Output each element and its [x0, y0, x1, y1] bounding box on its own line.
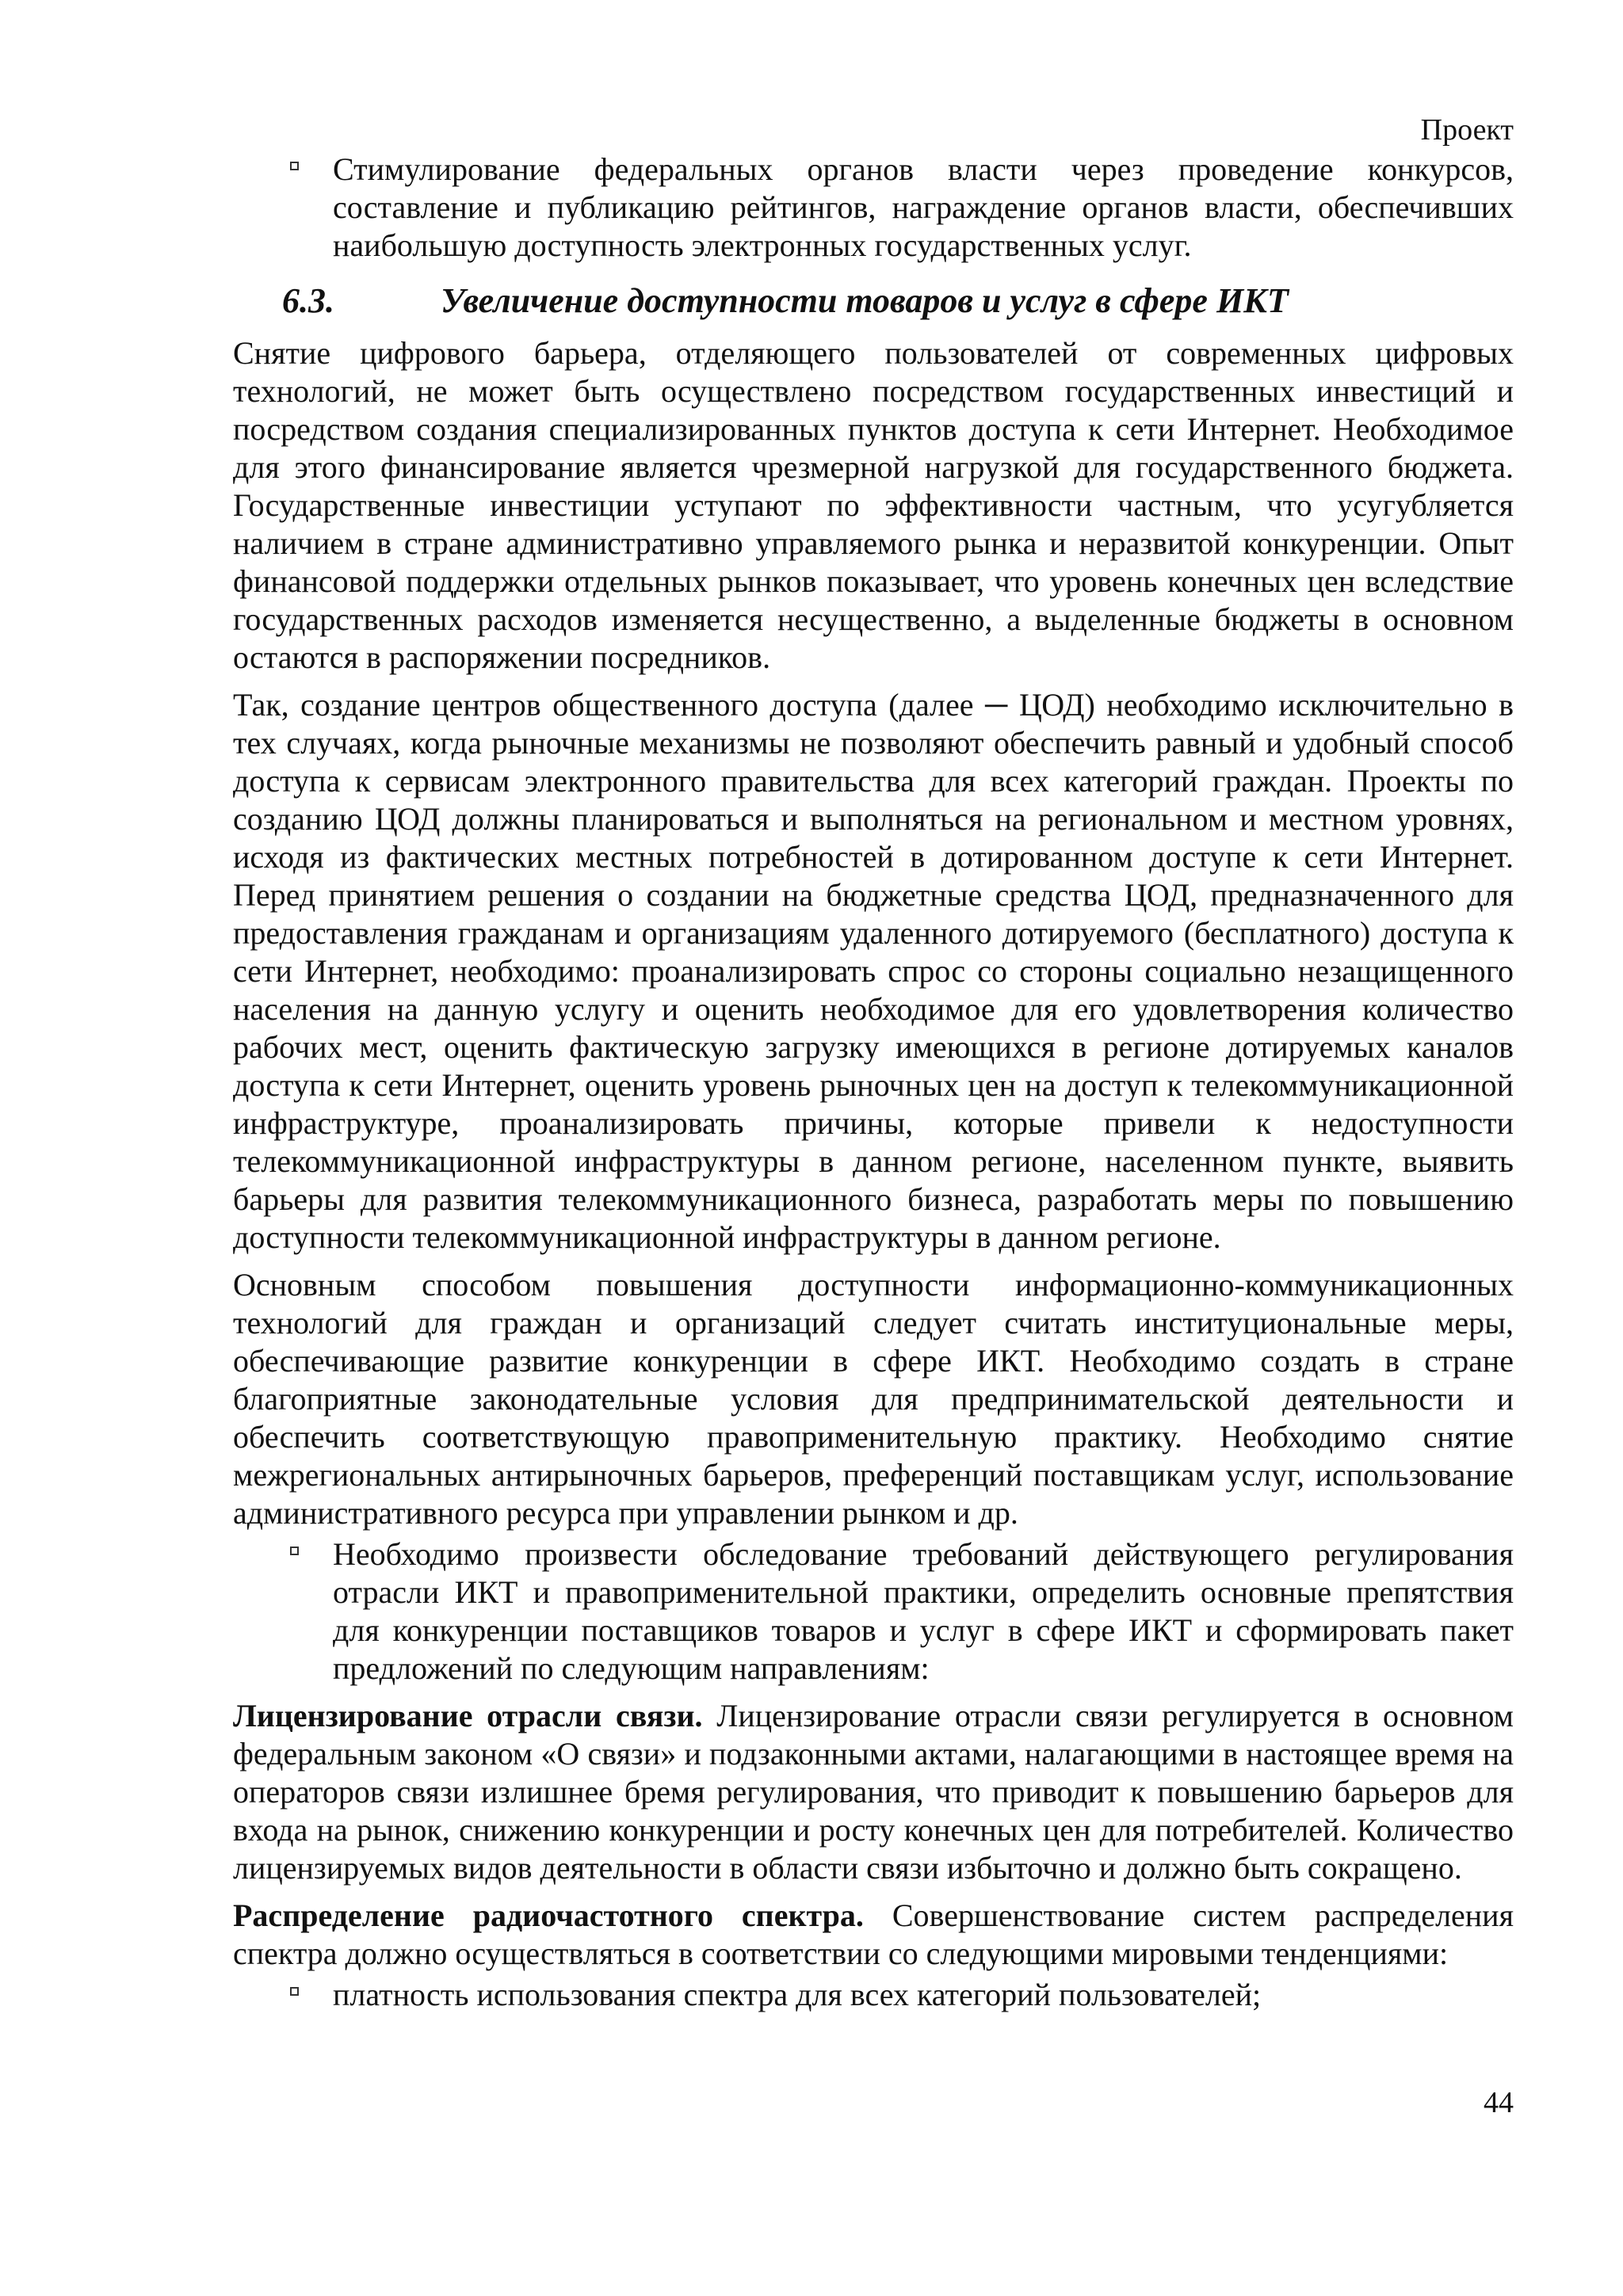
square-bullet-icon — [290, 162, 299, 170]
header-label: Проект — [1420, 113, 1514, 147]
page-content — [233, 151, 1514, 2023]
section-number: 6.3. — [282, 281, 334, 320]
bullet-text: Необходимо произвести обследование требований действующего регулирования отрасли ИКТ и правоприменительной практики, определить основные препятствия для конкуренции поставщиков товаров и услуг в сфере ИКТ и сформировать пакет предложений по следующим направлениям: — [333, 1536, 1514, 1686]
licensing-text: Лицензирование отрасли связи регулируется в основном федеральным законом «О связи» и подзаконными актами, налагающими в настоящее время на операторов связи излишнее бремя регулирования, что приводит к повышению барьеров для входа на рынок, снижению конкуренции и росту конечных цен для потребителей. Количество лицензируемых видов деятельности в области связи избыточно и должно быть сокращено. — [233, 1698, 1514, 1886]
square-bullet-icon — [290, 1547, 299, 1555]
square-bullet-icon — [290, 1987, 299, 1996]
paragraph: Снятие цифрового барьера, отделяющего пользователей от современных цифровых технологий, не может быть осуществлено посредством государственных инвестиций и посредством создания специализированных пунктов доступа к сети Интернет. Необходимое для этого финансирование является чрезмерной нагрузкой для государственного бюджета. Государственные инвестиции уступают по эффективности частным, что усугубляется наличием в стране административно управляемого рынка и неразвитой конкуренции. Опыт финансовой поддержки отдельных рынков показывает, что уровень конечных цен вследствие государственных расходов изменяется несущественно, а выделенные бюджеты в основном остаются в распоряжении посредников. — [233, 335, 1514, 675]
section-heading — [233, 279, 1514, 323]
licensing-lead: Лицензирование отрасли связи. — [233, 1698, 703, 1733]
paragraph: Так, создание центров общественного доступа (далее ─ ЦОД) необходимо исключительно в тех случаях, когда рыночные механизмы не позволяют обеспечить равный и удобный способ доступа к сервисам электронного правительства для всех категорий граждан. Проекты по созданию ЦОД должны планироваться и выполняться на региональном и местном уровнях, исходя из фактических местных потребностей в дотированном доступе к сети Интернет. Перед принятием решения о создании на бюджетные средства ЦОД, предназначенного для предоставления гражданам и организациям удаленного дотируемого (бесплатного) доступа к сети Интернет, необходимо: проанализировать спрос со стороны социально незащищенного населения на данную услугу и оценить необходимое для его удовлетворения количество рабочих мест, оценить фактическую загрузку имеющихся в регионе дотируемых каналов доступа к сети Интернет, оценить уровень рыночных цен на доступ к телекоммуникационной инфраструктуре, проанализировать причины, которые привели к недоступности телекоммуникационной инфраструктуры в данном регионе, населенном пункте, выявить барьеры для развития телекоммуникационного бизнеса, разработать меры по повышению доступности телекоммуникационной инфраструктуры в данном регионе. — [233, 687, 1514, 1255]
bullet-item — [233, 1976, 1514, 2014]
licensing-paragraph — [233, 1697, 1514, 1887]
bullet-text: Стимулирование федеральных органов власти через проведение конкурсов, составление и публикацию рейтингов, награждение органов власти, обеспечивших наибольшую доступность электронных государственных услуг. — [333, 151, 1514, 263]
spectrum-paragraph — [233, 1897, 1514, 1973]
page-number: 44 — [1484, 2086, 1514, 2119]
spectrum-lead: Распределение радиочастотного спектра. — [233, 1897, 864, 1933]
bullet-text: платность использования спектра для всех категорий пользователей; — [333, 1977, 1262, 2012]
paragraph: Основным способом повышения доступности информационно-коммуникационных технологий для граждан и организаций следует считать институциональные меры, обеспечивающие развитие конкуренции в сфере ИКТ. Необходимо создать в стране благоприятные законодательные условия для предпринимательской деятельности и обеспечить соответствующую правоприменительную практику. Необходимо снятие межрегиональных антирыночных барьеров, преференций поставщикам услуг, использование административного ресурса при управлении рынком и др. — [233, 1267, 1514, 1531]
section-title: Увеличение доступности товаров и услуг в сфере ИКТ — [441, 281, 1289, 320]
bullet-item — [233, 1535, 1514, 1688]
bullet-item — [233, 151, 1514, 265]
spectrum-text: Совершенствование систем распределения спектра должно осуществляться в соответствии со следующими мировыми тенденциями: — [233, 1897, 1514, 1971]
